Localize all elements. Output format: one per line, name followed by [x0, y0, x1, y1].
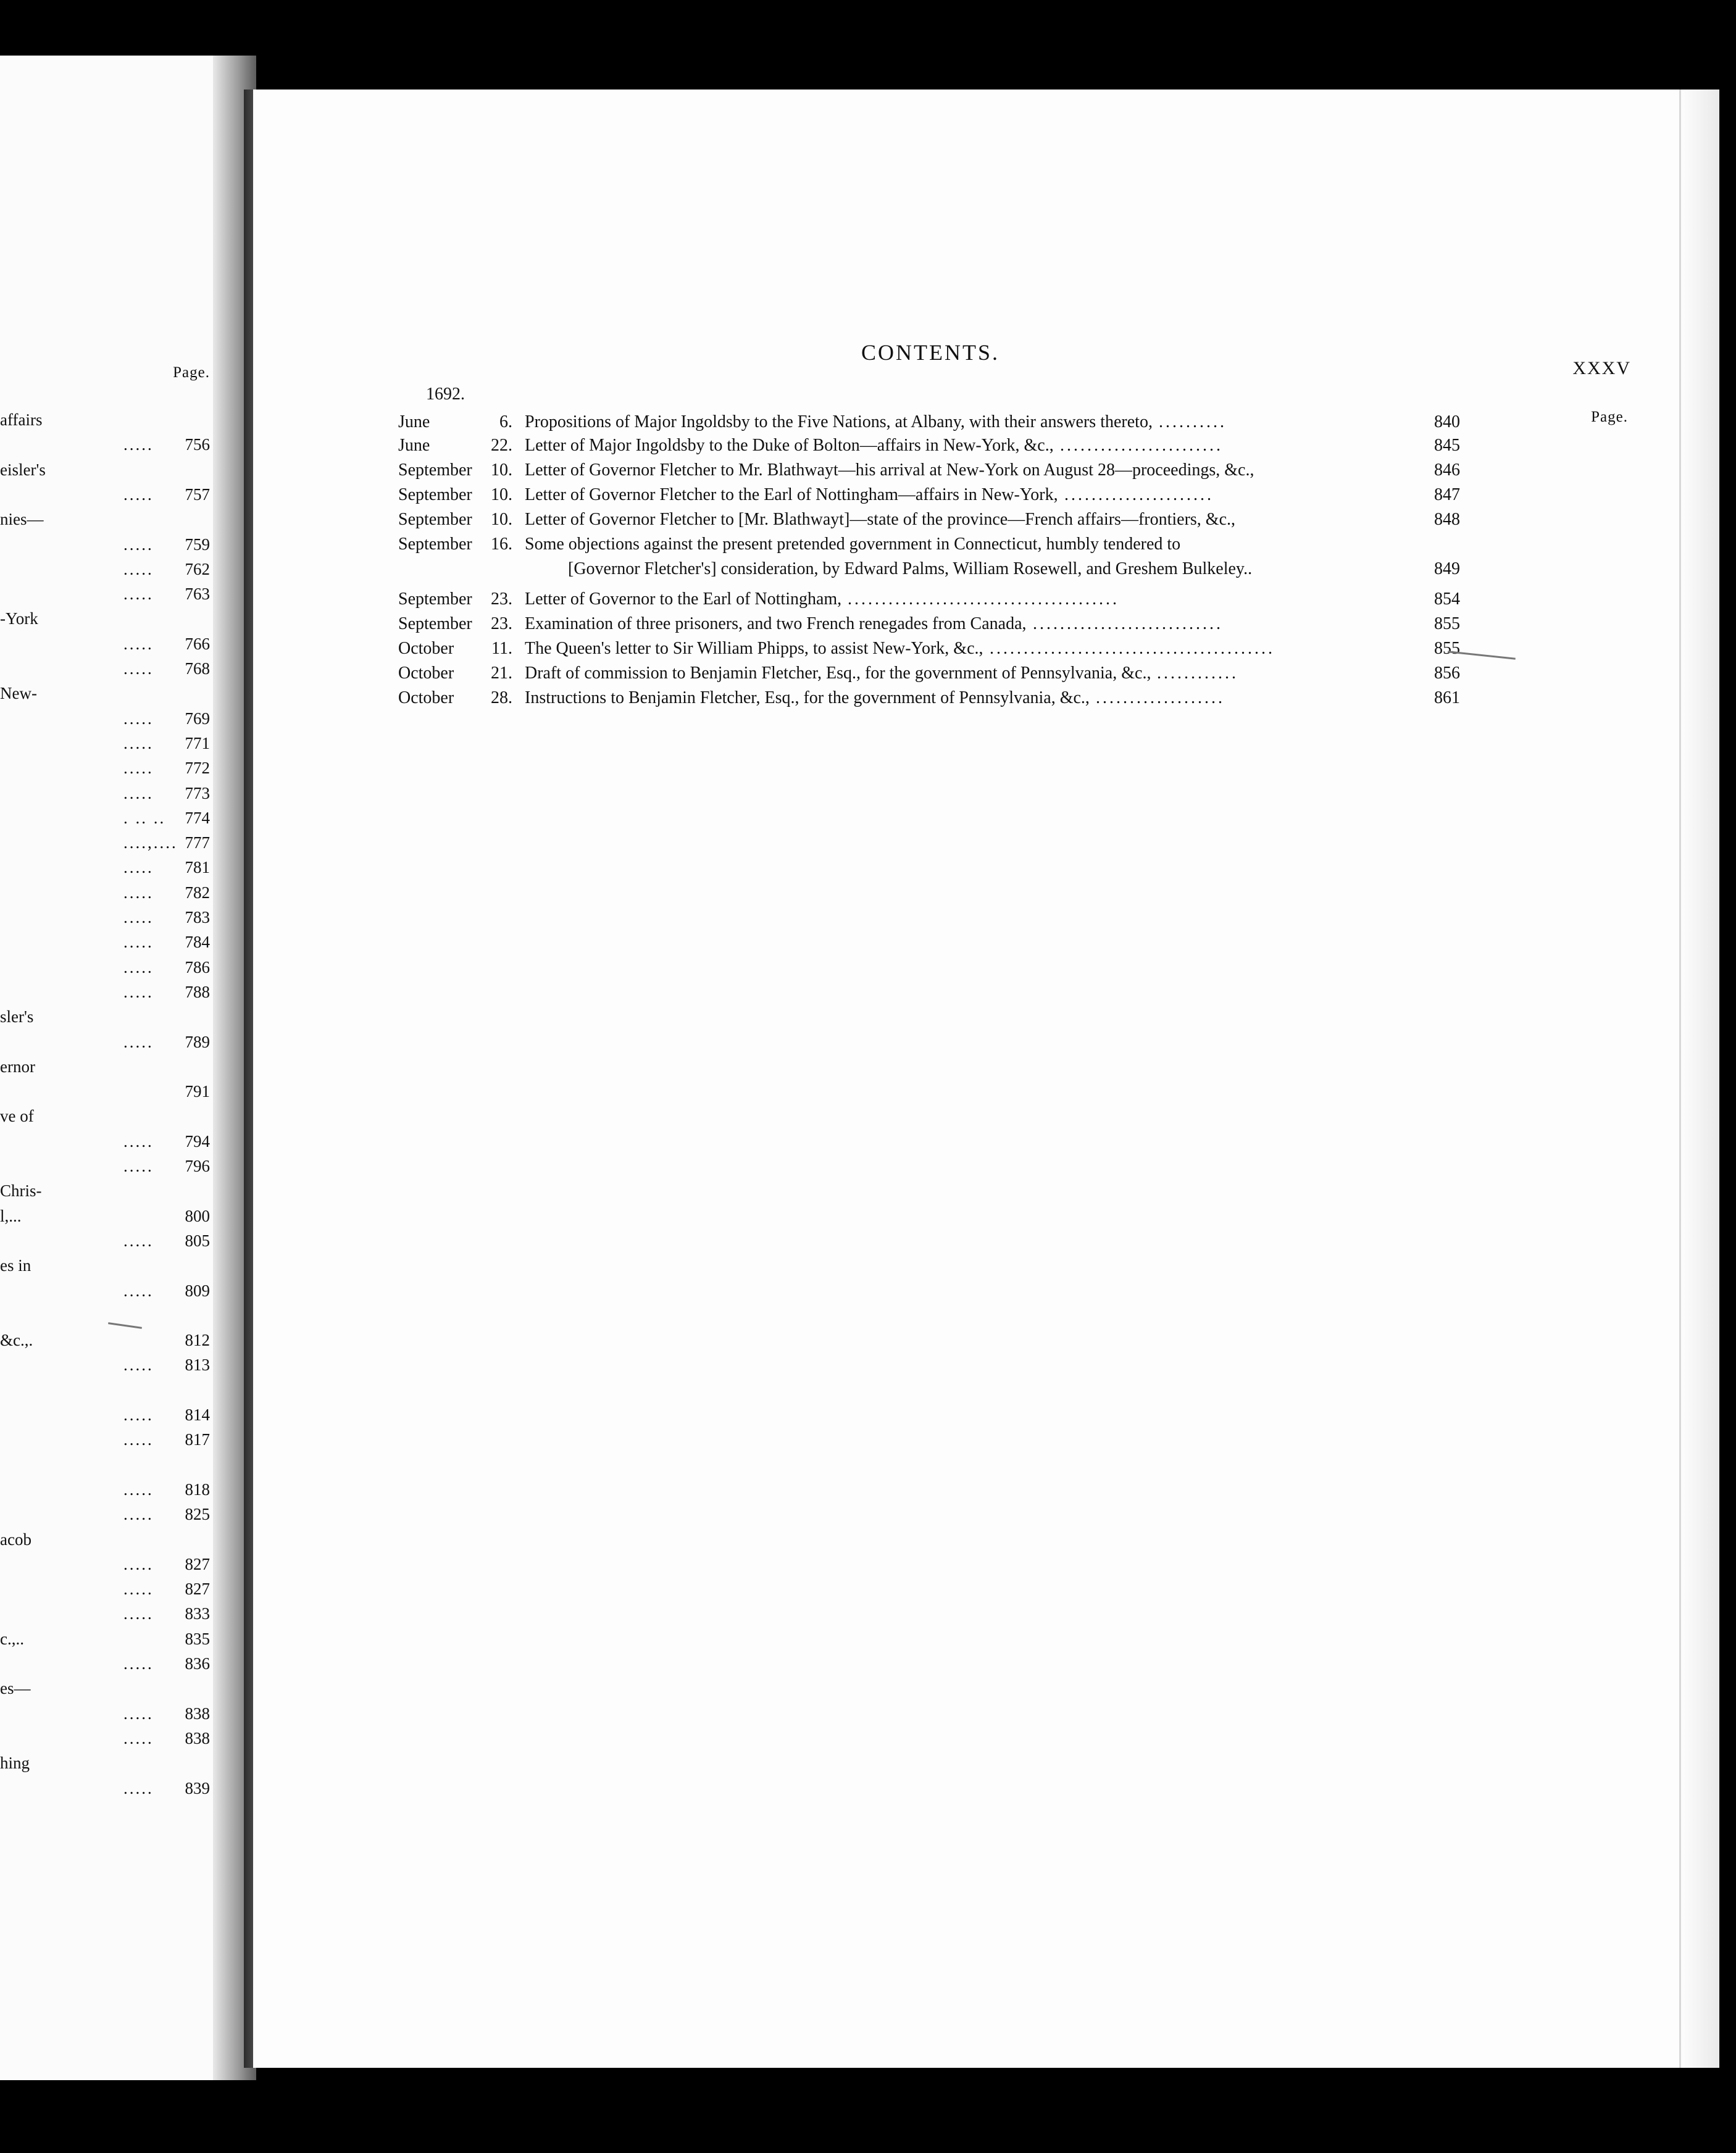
entry-day: 23. — [491, 614, 512, 633]
dot-leader: ..... — [123, 1032, 154, 1051]
page-number: 833 — [185, 1604, 210, 1623]
page-number: 789 — [185, 1032, 210, 1051]
contents-entry — [0, 535, 1736, 559]
line-text-fragment: acob — [0, 1530, 31, 1549]
page-title: CONTENTS. — [861, 340, 999, 365]
entry-day: 11. — [491, 639, 512, 658]
dot-leader: ..... — [123, 883, 154, 902]
page-number: 774 — [185, 808, 210, 827]
dot-leader: ..... — [123, 559, 154, 578]
contents-entry — [0, 485, 1736, 510]
line-text-fragment: ve of — [0, 1107, 34, 1126]
entry-day: 28. — [491, 688, 512, 707]
line-text-fragment: hing — [0, 1754, 30, 1773]
line-text-fragment: -York — [0, 609, 38, 628]
page-number: 772 — [185, 759, 210, 778]
page-number: 759 — [185, 535, 210, 554]
dot-leader: ................... — [1096, 688, 1225, 707]
dot-leader: ..... — [123, 1654, 154, 1673]
entry-page-number: 847 — [1434, 485, 1460, 504]
entry-title: Letter of Governor Fletcher to the Earl of Nottingham—affairs in New-York, — [525, 485, 1058, 504]
page-number: 814 — [185, 1405, 210, 1424]
page-number: 782 — [185, 883, 210, 902]
page-number: 788 — [185, 982, 210, 1001]
page-number: 762 — [185, 559, 210, 578]
entry-month: September — [398, 460, 472, 480]
entry-title: The Queen's letter to Sir William Phipps, to assist New-York, &c., — [525, 639, 983, 658]
page-number: 827 — [185, 1554, 210, 1573]
entry-title: Letter of Governor Fletcher to [Mr. Blathwayt]—state of the province—French affairs—frontiers, &c., — [525, 510, 1236, 529]
contents-entry — [0, 688, 1736, 713]
pencil-mark — [108, 1322, 142, 1329]
dot-leader: ..... — [123, 733, 154, 752]
page-number: 773 — [185, 783, 210, 802]
entry-day: 22. — [491, 436, 512, 455]
page-number: 783 — [185, 908, 210, 927]
dot-leader: ..... — [123, 634, 154, 653]
page-number: 838 — [185, 1728, 210, 1747]
entry-month: June — [398, 412, 430, 431]
entry-title: Propositions of Major Ingoldsby to the Five Nations, at Albany, with their answers thereto, — [525, 412, 1153, 431]
dot-leader: ..... — [123, 1281, 154, 1300]
entry-month: September — [398, 589, 472, 609]
entry-title: Some objections against the present pretended government in Connecticut, humbly tendered to — [525, 535, 1181, 554]
entry-month: October — [398, 664, 454, 683]
dot-leader: ..... — [123, 1430, 154, 1449]
dot-leader: ..... — [123, 908, 154, 927]
entry-page-number: 861 — [1434, 688, 1460, 707]
page-number: 784 — [185, 933, 210, 952]
year-heading: 1692. — [426, 385, 465, 404]
contents-entry — [0, 589, 1736, 614]
dot-leader: ..... — [123, 1480, 154, 1499]
dot-leader: .......... — [1159, 412, 1227, 431]
line-text-fragment: ernor — [0, 1057, 35, 1076]
dot-leader: ..... — [123, 982, 154, 1001]
page-number: 800 — [185, 1206, 210, 1225]
contents-entry — [0, 460, 1736, 485]
entry-page-number: 854 — [1434, 589, 1460, 609]
contents-entry — [0, 614, 1736, 639]
entry-title: Letter of Governor Fletcher to Mr. Blathwayt—his arrival at New-York on August 28—proceedings, &c., — [525, 460, 1254, 480]
page-number: 763 — [185, 585, 210, 604]
line-text-fragment: l,... — [0, 1206, 22, 1225]
dot-leader: ..... — [123, 933, 154, 952]
line-text-fragment: es— — [0, 1679, 31, 1698]
entry-day: 10. — [491, 485, 512, 504]
entry-page-number: 846 — [1434, 460, 1460, 480]
entry-month: June — [398, 436, 430, 455]
line-text-fragment: Chris- — [0, 1181, 42, 1201]
entry-page-number: 848 — [1434, 510, 1460, 529]
entry-page-number: 855 — [1434, 614, 1460, 633]
line-text-fragment: eisler's — [0, 460, 46, 479]
page-number: 756 — [185, 435, 210, 454]
line-text-fragment: es in — [0, 1256, 31, 1275]
entry-day: 6. — [499, 412, 512, 431]
entry-page-number: 840 — [1434, 412, 1460, 431]
dot-leader: ..... — [123, 858, 154, 877]
dot-leader: ..... — [123, 783, 154, 802]
page-number: 769 — [185, 709, 210, 728]
contents-entry — [0, 510, 1736, 535]
dot-leader: ..... — [123, 759, 154, 778]
entry-month: September — [398, 535, 472, 554]
dot-leader: ..... — [123, 485, 154, 504]
line-text-fragment: affairs — [0, 410, 43, 429]
page-number: 813 — [185, 1356, 210, 1375]
dot-leader: ..... — [123, 709, 154, 728]
dot-leader: ..... — [123, 1580, 154, 1599]
page-number: 791 — [185, 1082, 210, 1101]
entry-day: 16. — [491, 535, 512, 554]
page-number: 835 — [185, 1629, 210, 1648]
line-text-fragment: c.,.. — [0, 1629, 24, 1648]
page-number: 781 — [185, 858, 210, 877]
page-number: 777 — [185, 833, 210, 852]
entry-day: 21. — [491, 664, 512, 683]
dot-leader: ..... — [123, 535, 154, 554]
page-number: 825 — [185, 1505, 210, 1524]
entry-month: October — [398, 688, 454, 707]
entry-month: September — [398, 485, 472, 504]
dot-leader: ..... — [123, 1704, 154, 1723]
entry-day: 10. — [491, 460, 512, 480]
page-number: 812 — [185, 1331, 210, 1350]
page-number: 786 — [185, 957, 210, 977]
entry-title: [Governor Fletcher's] consideration, by Edward Palms, William Rosewell, and Greshem Bulkeley.. — [568, 559, 1253, 578]
dot-leader: ..... — [123, 585, 154, 604]
page-number: 796 — [185, 1157, 210, 1175]
page-number: 757 — [185, 485, 210, 504]
entry-page-number: 856 — [1434, 664, 1460, 683]
entry-month: September — [398, 614, 472, 633]
dot-leader: ..... — [123, 1131, 154, 1151]
dot-leader: ........................................ — [848, 589, 1119, 609]
dot-leader: ..... — [123, 957, 154, 977]
dot-leader: ..... — [123, 1604, 154, 1623]
contents-entry — [0, 412, 1736, 437]
entry-page-number: 845 — [1434, 436, 1460, 455]
dot-leader: ...................... — [1064, 485, 1214, 504]
dot-leader: ..... — [123, 1356, 154, 1375]
page-number: 818 — [185, 1480, 210, 1499]
entry-title: Letter of Major Ingoldsby to the Duke of Bolton—affairs in New-York, &c., — [525, 436, 1054, 455]
line-text-fragment: New- — [0, 684, 37, 703]
dot-leader: ..... — [123, 1505, 154, 1524]
entry-day: 23. — [491, 589, 512, 609]
page-number: 771 — [185, 733, 210, 752]
page-column-header: Page. — [1591, 409, 1628, 425]
page-number: 817 — [185, 1430, 210, 1449]
line-text-fragment: &c.,. — [0, 1331, 33, 1350]
dot-leader: ..... — [123, 659, 154, 678]
dot-leader: ..... — [123, 1405, 154, 1424]
dot-leader: ............................ — [1033, 614, 1223, 633]
contents-entry — [0, 436, 1736, 460]
entry-day: 10. — [491, 510, 512, 529]
dot-leader: ..... — [123, 1778, 154, 1797]
dot-leader: ..... — [123, 435, 154, 454]
entry-title: Examination of three prisoners, and two French renegades from Canada, — [525, 614, 1027, 633]
entry-month: September — [398, 510, 472, 529]
dot-leader: ..... — [123, 1728, 154, 1747]
dot-leader: .......................................... — [990, 639, 1275, 658]
entry-title: Instructions to Benjamin Fletcher, Esq., for the government of Pennsylvania, &c., — [525, 688, 1090, 707]
dot-leader: . .. .. — [123, 808, 166, 827]
page-number-roman: XXXV — [1572, 358, 1631, 378]
page-number: 839 — [185, 1778, 210, 1797]
left-page-header: Page. — [173, 364, 210, 381]
page-number: 838 — [185, 1704, 210, 1723]
dot-leader: ..... — [123, 1231, 154, 1250]
contents-entry — [0, 559, 1736, 584]
page-number: 805 — [185, 1231, 210, 1250]
page-number: 794 — [185, 1131, 210, 1151]
page-number: 766 — [185, 634, 210, 653]
contents-entry — [0, 639, 1736, 664]
page-number: 768 — [185, 659, 210, 678]
dot-leader: ............ — [1157, 664, 1238, 683]
dot-leader: ........................ — [1060, 436, 1223, 455]
dot-leader: ..... — [123, 1554, 154, 1573]
entry-month: October — [398, 639, 454, 658]
entry-page-number: 855 — [1434, 639, 1460, 658]
entry-title: Letter of Governor to the Earl of Nottingham, — [525, 589, 842, 609]
page-number: 836 — [185, 1654, 210, 1673]
line-text-fragment: nies— — [0, 510, 44, 529]
entry-title: Draft of commission to Benjamin Fletcher, Esq., for the government of Pennsylvania, &c., — [525, 664, 1151, 683]
page-number: 809 — [185, 1281, 210, 1300]
line-text-fragment: sler's — [0, 1007, 34, 1027]
entry-page-number: 849 — [1434, 559, 1460, 578]
page-number: 827 — [185, 1580, 210, 1599]
contents-entry — [0, 664, 1736, 688]
dot-leader: ..... — [123, 1157, 154, 1175]
dot-leader: ....,.... — [123, 833, 178, 852]
